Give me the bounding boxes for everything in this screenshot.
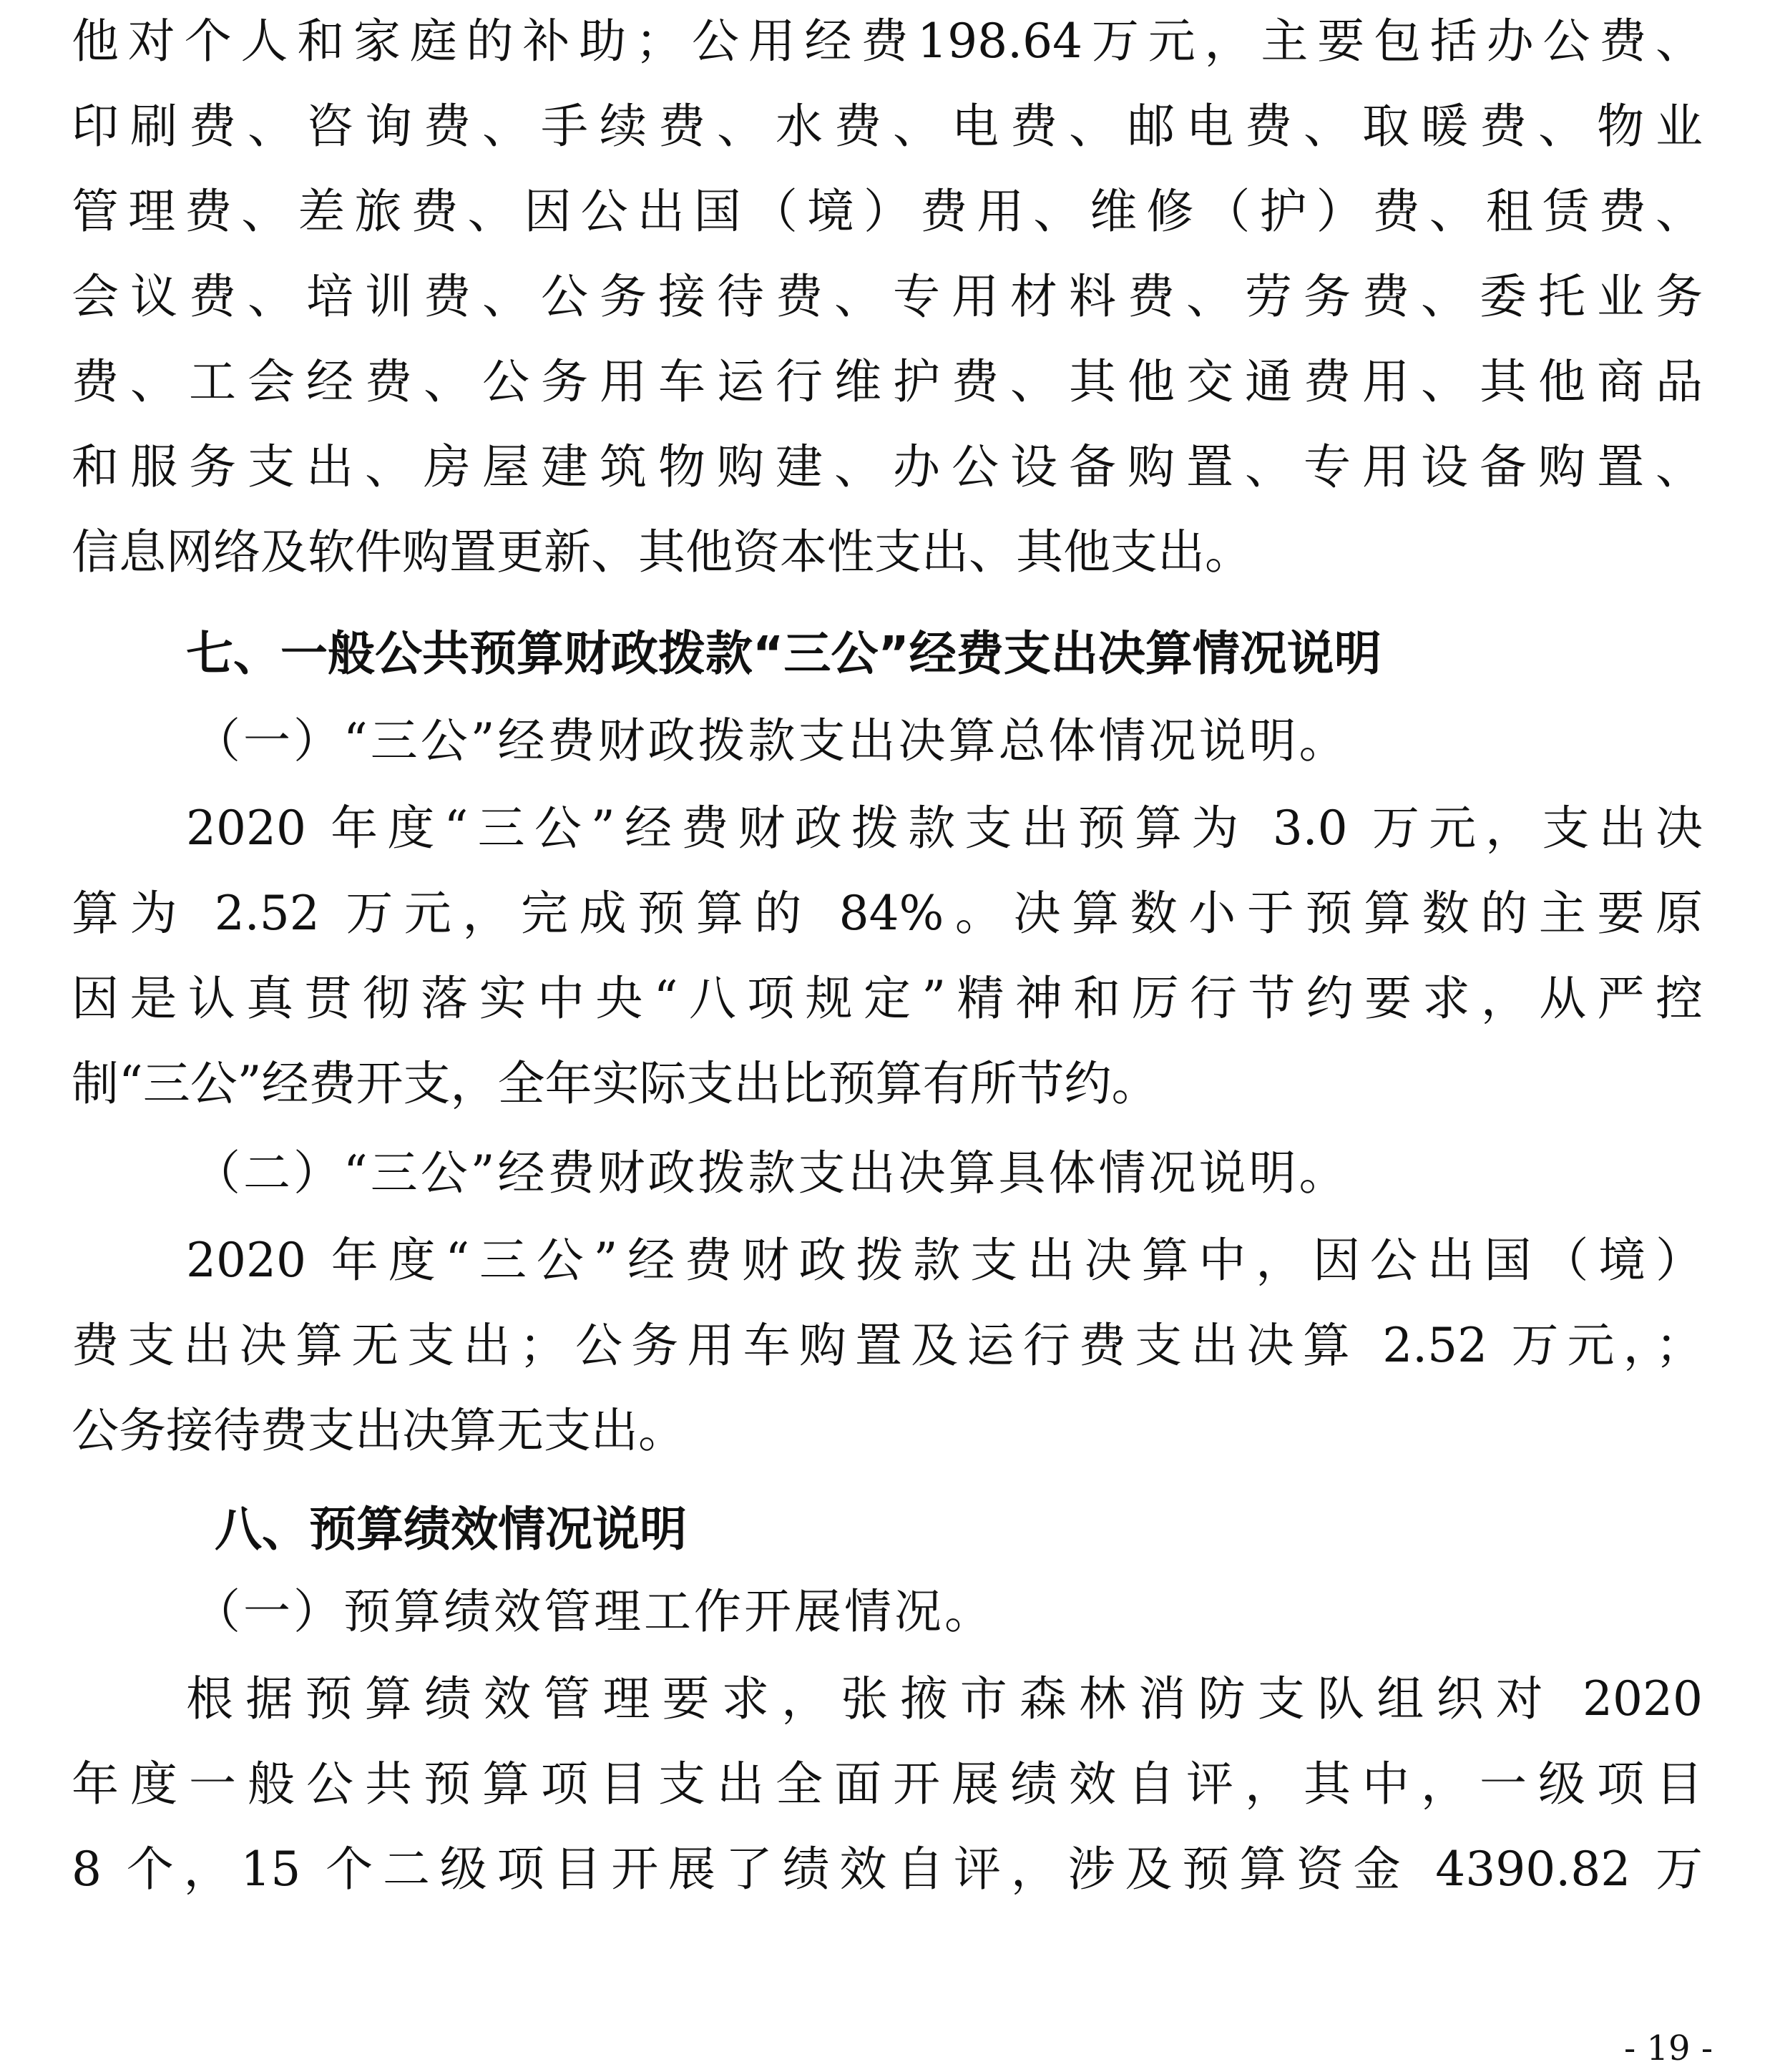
body-text-line: 公务接待费支出决算无支出。 xyxy=(72,1403,685,1458)
subsection-heading: （一）“三公”经费财政拨款支出决算总体情况说明。 xyxy=(193,713,1349,768)
section-heading: 七、一般公共预算财政拨款“三公”经费支出决算情况说明 xyxy=(186,626,1382,681)
body-text-line: 根据预算绩效管理要求，张掖市森林消防支队组织对 2020 xyxy=(186,1671,1703,1726)
body-text-line: 算为 2.52 万元，完成预算的 84%。决算数小于预算数的主要原 xyxy=(72,886,1703,941)
body-text-line: 会议费、培训费、公务接待费、专用材料费、劳务费、委托业务 xyxy=(72,269,1703,324)
body-text-line: 因是认真贯彻落实中央“八项规定”精神和厉行节约要求，从严控 xyxy=(72,971,1703,1026)
body-text-line: 2020 年度“三公”经费财政拨款支出预算为 3.0 万元，支出决 xyxy=(186,801,1703,856)
body-text-line: 制“三公”经费开支，全年实际支出比预算有所节约。 xyxy=(72,1056,1159,1111)
page-number: - 19 - xyxy=(1624,2028,1713,2068)
body-text-line: 和服务支出、房屋建筑物购建、办公设备购置、专用设备购置、 xyxy=(72,439,1703,494)
subsection-heading: （一）预算绩效管理工作开展情况。 xyxy=(193,1584,994,1639)
section-heading: 八、预算绩效情况说明 xyxy=(215,1502,687,1557)
subsection-heading: （二）“三公”经费财政拨款支出决算具体情况说明。 xyxy=(193,1145,1349,1201)
body-text-line: 他对个人和家庭的补助；公用经费198.64万元，主要包括办公费、 xyxy=(72,14,1703,69)
body-text-line: 信息网络及软件购置更新、其他资本性支出、其他支出。 xyxy=(72,524,1252,580)
body-text-line: 费支出决算无支出；公务用车购置及运行费支出决算 2.52 万元，； xyxy=(72,1318,1703,1373)
body-text-line: 2020 年度“三公”经费财政拨款支出决算中，因公出国（境） xyxy=(186,1233,1703,1288)
body-text-line: 费、工会经费、公务用车运行维护费、其他交通费用、其他商品 xyxy=(72,354,1703,409)
body-text-line: 印刷费、咨询费、手续费、水费、电费、邮电费、取暖费、物业 xyxy=(72,99,1703,154)
body-text-line: 管理费、差旅费、因公出国（境）费用、维修（护）费、租赁费、 xyxy=(72,184,1703,239)
body-text-line: 年度一般公共预算项目支出全面开展绩效自评，其中，一级项目 xyxy=(72,1756,1703,1812)
body-text-line: 8 个，15 个二级项目开展了绩效自评，涉及预算资金 4390.82 万 xyxy=(72,1842,1703,1897)
